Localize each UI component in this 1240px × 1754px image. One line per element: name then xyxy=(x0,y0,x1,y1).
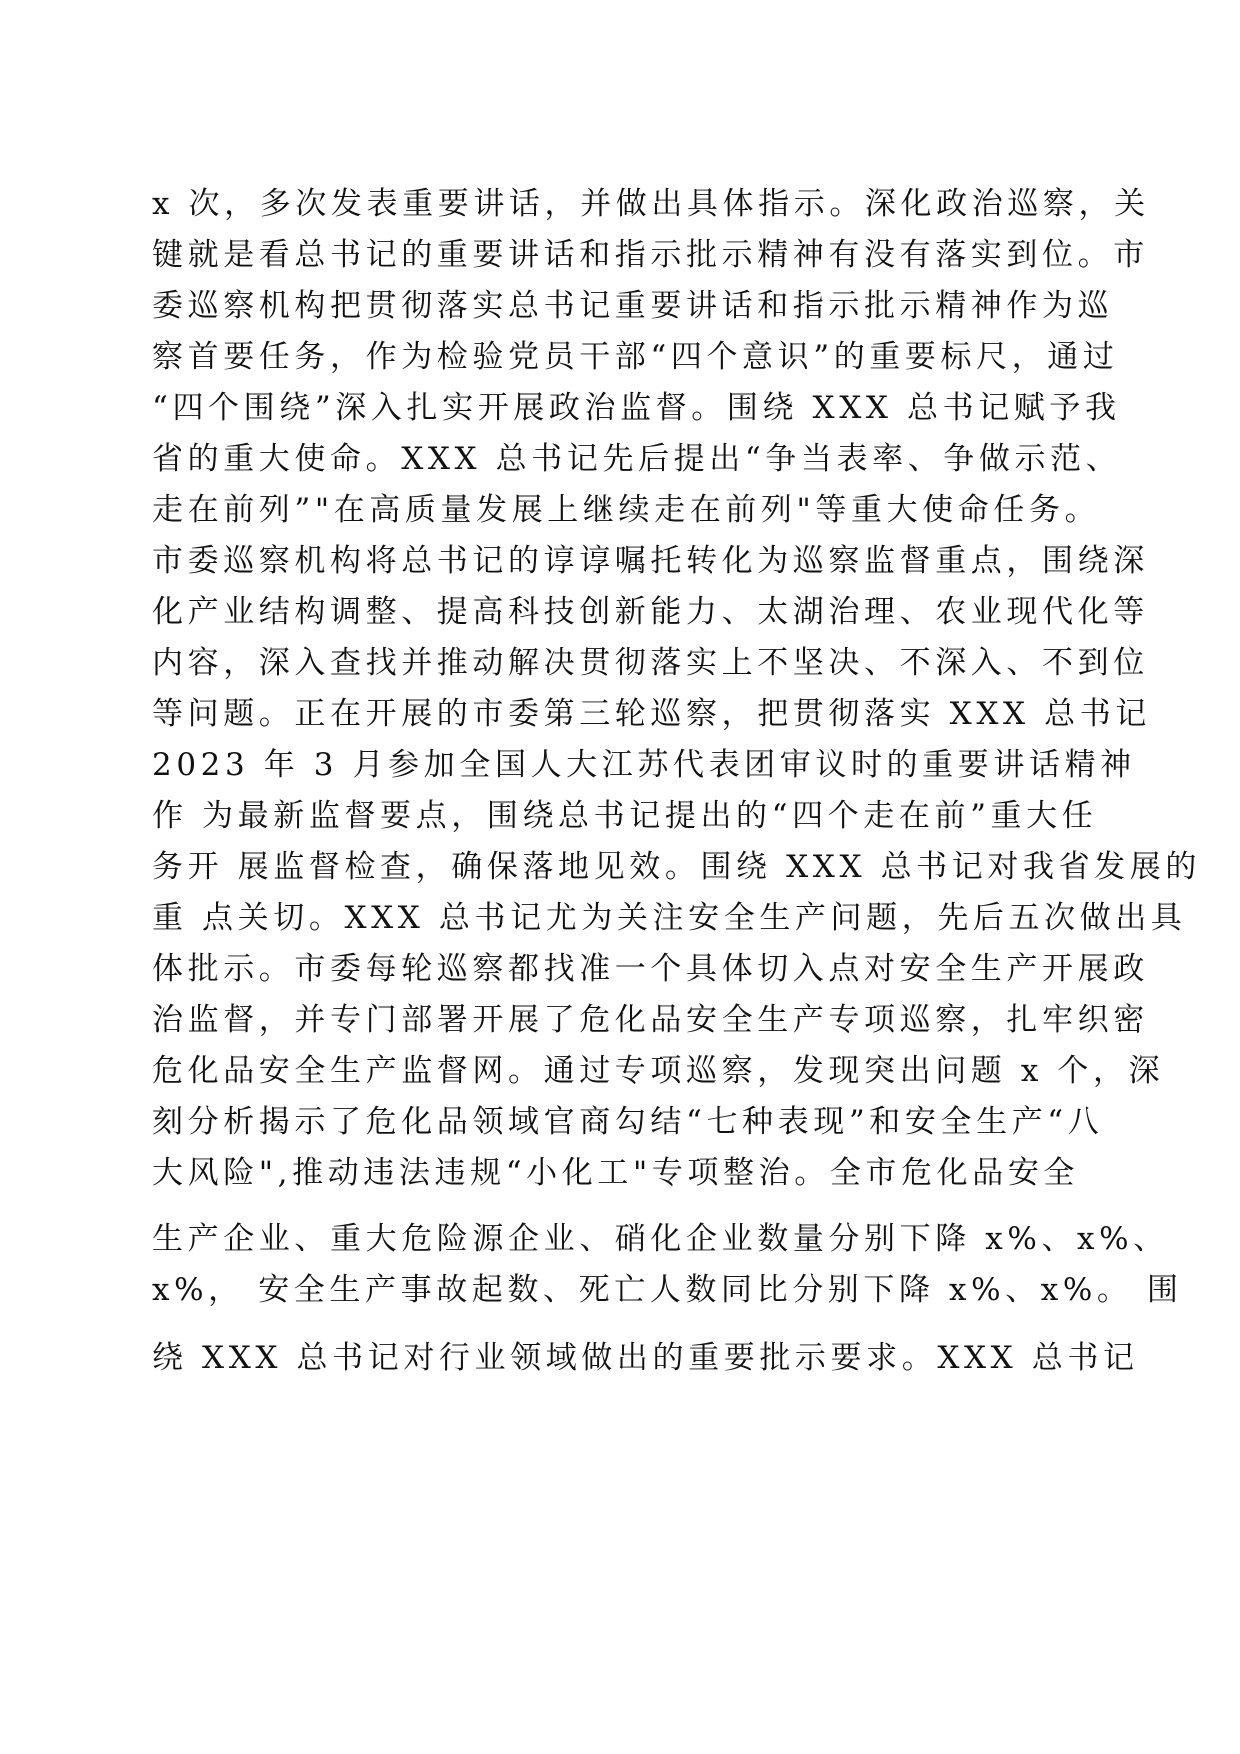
body-text-line-13: 作 为最新监督要点，围绕总书记提出的“四个走在前”重大任 xyxy=(152,798,1098,834)
body-text-line-21: 生产企业、重大危险源企业、硝化企业数量分别下降 x%、x%、 xyxy=(152,1221,1169,1257)
body-text-line-2: 键就是看总书记的重要讲话和指示批示精神有没有落实到位。市 xyxy=(152,237,1149,273)
body-text-line-23: 绕 XXX 总书记对行业领域做出的重要批示要求。XXX 总书记 xyxy=(152,1340,1139,1376)
body-text-line-11: 等问题。正在开展的市委第三轮巡察，把贯彻落实 XXX 总书记 xyxy=(152,696,1151,732)
body-text-line-1: x 次，多次发表重要讲话，并做出具体指示。深化政治巡察，关 xyxy=(152,186,1150,222)
body-text-line-6: 省的重大使命。XXX 总书记先后提出“争当表率、争做示范、 xyxy=(152,441,1122,477)
body-text-line-14: 务开 展监督检查，确保落地见效。围绕 XXX 总书记对我省发展的 xyxy=(152,849,1201,885)
body-text-line-16: 体批示。市委每轮巡察都找准一个具体切入点对安全生产开展政 xyxy=(152,951,1149,987)
body-text-line-18: 危化品安全生产监督网。通过专项巡察，发现突出问题 x 个，深 xyxy=(152,1053,1165,1089)
body-text-line-15: 重 点关切。XXX 总书记尤为关注安全生产问题，先后五次做出具 xyxy=(152,900,1187,936)
body-text-line-20: 大风险",推动违法违规“小化工"专项整治。全市危化品安全 xyxy=(152,1155,1080,1191)
body-text-line-12: 2023 年 3 月参加全国人大江苏代表团审议时的重要讲话精神 xyxy=(152,747,1136,783)
body-text-line-19: 刻分析揭示了危化品领域官商勾结“七种表现”和安全生产“八 xyxy=(152,1104,1104,1140)
body-text-line-17: 治监督，并专门部署开展了危化品安全生产专项巡察，扎牢织密 xyxy=(152,1002,1149,1038)
body-text-line-5: “四个围绕”深入扎实开展政治监督。围绕 XXX 总书记赋予我 xyxy=(152,390,1121,426)
body-text-line-4: 察首要任务，作为检验党员干部“四个意识”的重要标尺，通过 xyxy=(152,339,1119,375)
body-text-line-9: 化产业结构调整、提高科技创新能力、太湖治理、农业现代化等 xyxy=(152,594,1149,630)
body-text-line-10: 内容，深入查找并推动解决贯彻落实上不坚决、不深入、不到位 xyxy=(152,645,1149,681)
body-text-line-3: 委巡察机构把贯彻落实总书记重要讲话和指示批示精神作为巡 xyxy=(152,288,1114,324)
body-text-line-22: x%， 安全生产事故起数、死亡人数同比分别下降 x%、x%。 围 xyxy=(152,1272,1183,1308)
body-text-line-8: 市委巡察机构将总书记的谆谆嘱托转化为巡察监督重点，围绕深 xyxy=(152,543,1149,579)
body-text-line-7: 走在前列”"在高质量发展上继续走在前列"等重大使命任务。 xyxy=(152,492,1101,528)
